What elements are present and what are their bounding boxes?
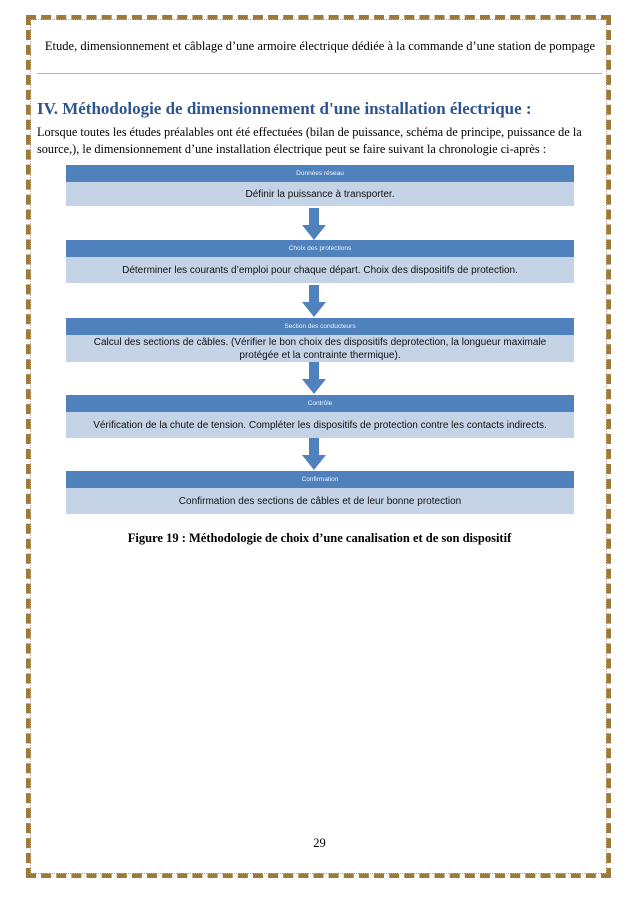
figure-caption: Figure 19 : Méthodologie de choix d’une canalisation et de son dispositif xyxy=(127,531,512,545)
down-arrow-icon xyxy=(302,208,326,240)
step-2-body: Déterminer les courants d’emploi pour chaque départ. Choix des dispositifs de protection. xyxy=(66,257,574,283)
down-arrow-icon xyxy=(302,362,326,394)
running-header: Etude, dimensionnement et câblage d’une armoire électrique dédiée à la commande d’une station de pompage xyxy=(44,39,596,53)
step-3-header: Section des conducteurs xyxy=(66,318,574,335)
intro-paragraph: Lorsque toutes les études préalables ont été effectuées (bilan de puissance, schéma de principe, puissance de la source,), le dimensionnement d’une installation électrique peut se faire suivant la chronologie ci-après : xyxy=(37,125,582,156)
down-arrow-icon xyxy=(302,438,326,470)
page-number: 29 xyxy=(313,836,326,850)
step-1-header: Données réseau xyxy=(66,165,574,182)
step-2-header: Choix des protections xyxy=(66,240,574,257)
section-title: IV. Méthodologie de dimensionnement d'une installation électrique : xyxy=(37,99,532,118)
step-1-body: Définir la puissance à transporter. xyxy=(66,182,574,206)
down-arrow-icon xyxy=(302,285,326,317)
step-3-body: Calcul des sections de câbles. (Vérifier le bon choix des dispositifs deprotection, la longueur maximale protégée et la contrainte thermique). xyxy=(66,335,574,362)
step-5-header: Confirmation xyxy=(66,471,574,488)
step-4-header: Contrôle xyxy=(66,395,574,412)
header-divider xyxy=(37,73,602,74)
step-4-body: Vérification de la chute de tension. Compléter les dispositifs de protection contre les contacts indirects. xyxy=(66,412,574,438)
step-5-body: Confirmation des sections de câbles et de leur bonne protection xyxy=(66,488,574,514)
